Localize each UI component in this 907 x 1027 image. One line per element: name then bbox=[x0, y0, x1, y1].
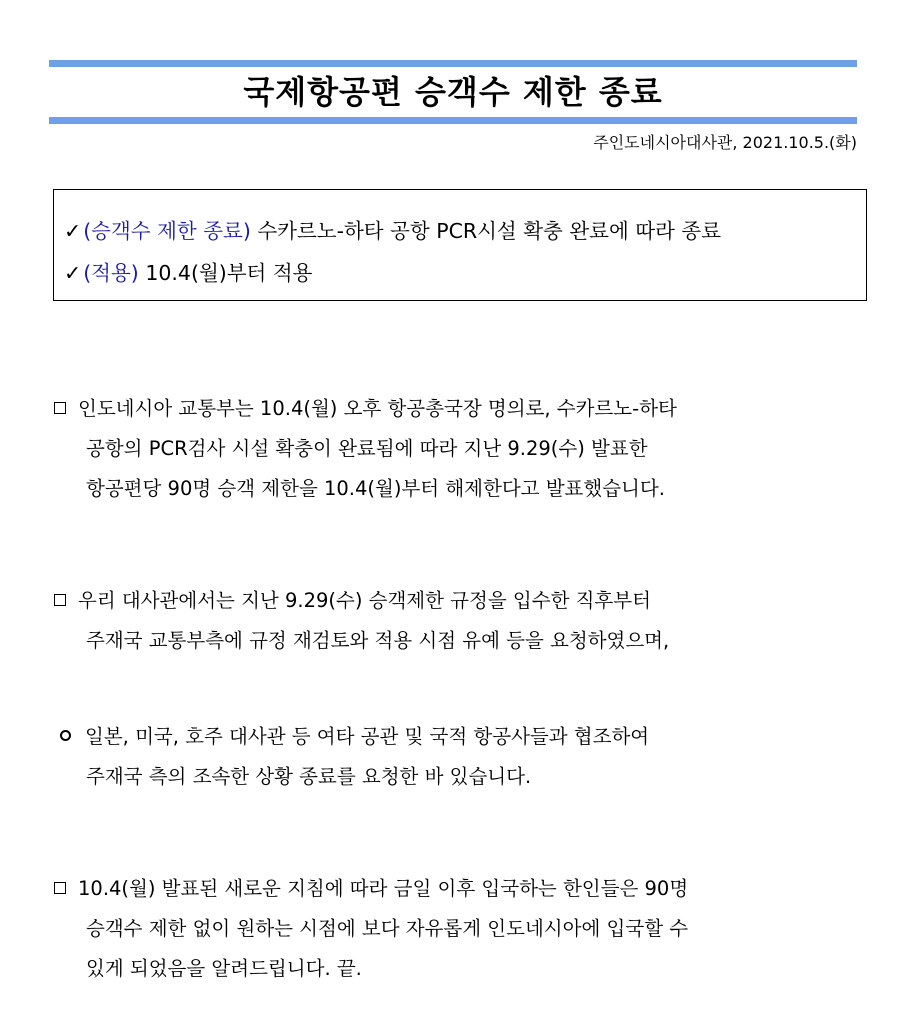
summary-item bbox=[64, 256, 313, 286]
paragraph-line: 일본, 미국, 호주 대사관 등 여타 공관 및 국적 항공사들과 협조하여 bbox=[85, 725, 650, 748]
circle-bullet-icon bbox=[60, 730, 71, 741]
paragraph-line: 10.4(월) 발표된 새로운 지침에 따라 금일 이후 입국하는 한인들은 90명 bbox=[78, 877, 689, 900]
paragraph-line: 있게 되었음을 알려드립니다. 끝. bbox=[86, 957, 362, 980]
page-title: 국제항공편 승객수 제한 종료 bbox=[243, 73, 663, 111]
summary-item bbox=[64, 214, 721, 244]
checkmark-icon: ✓ bbox=[64, 219, 82, 243]
paragraph-line: 승객수 제한 없이 원하는 시점에 보다 자유롭게 인도네시아에 입국할 수 bbox=[86, 917, 689, 940]
paragraph-line: 주재국 측의 조속한 상황 종료를 요청한 바 있습니다. bbox=[86, 765, 532, 788]
paragraph-line: 우리 대사관에서는 지난 9.29(수) 승객제한 규정을 입수한 직후부터 bbox=[78, 589, 651, 612]
paragraph-line: 항공편당 90명 승객 제한을 10.4(월)부터 해제한다고 발표했습니다. bbox=[86, 477, 665, 500]
checkmark-icon: ✓ bbox=[64, 261, 82, 285]
summary-tag: (적용) bbox=[83, 261, 139, 285]
paragraph-line: 인도네시아 교통부는 10.4(월) 오후 항공총국장 명의로, 수카르노-하타 bbox=[78, 397, 677, 420]
summary-text: 10.4(월)부터 적용 bbox=[138, 261, 313, 285]
square-bullet-icon bbox=[54, 882, 66, 894]
paragraph-line: 공항의 PCR검사 시설 확충이 완료됨에 따라 지난 9.29(수) 발표한 bbox=[86, 437, 648, 460]
summary-tag: (승객수 제한 종료) bbox=[83, 219, 251, 243]
title-rule-top bbox=[49, 60, 857, 67]
paragraph-line: 주재국 교통부측에 규정 재검토와 적용 시점 유예 등을 요청하였으며, bbox=[86, 629, 670, 652]
title-rule-bottom bbox=[49, 117, 857, 124]
summary-box bbox=[53, 189, 867, 301]
square-bullet-icon bbox=[54, 594, 66, 606]
summary-text: 수카르노-하타 공항 PCR시설 확충 완료에 따라 종료 bbox=[250, 219, 722, 243]
square-bullet-icon bbox=[54, 402, 66, 414]
issuer-date: 주인도네시아대사관, 2021.10.5.(화) bbox=[593, 133, 857, 152]
